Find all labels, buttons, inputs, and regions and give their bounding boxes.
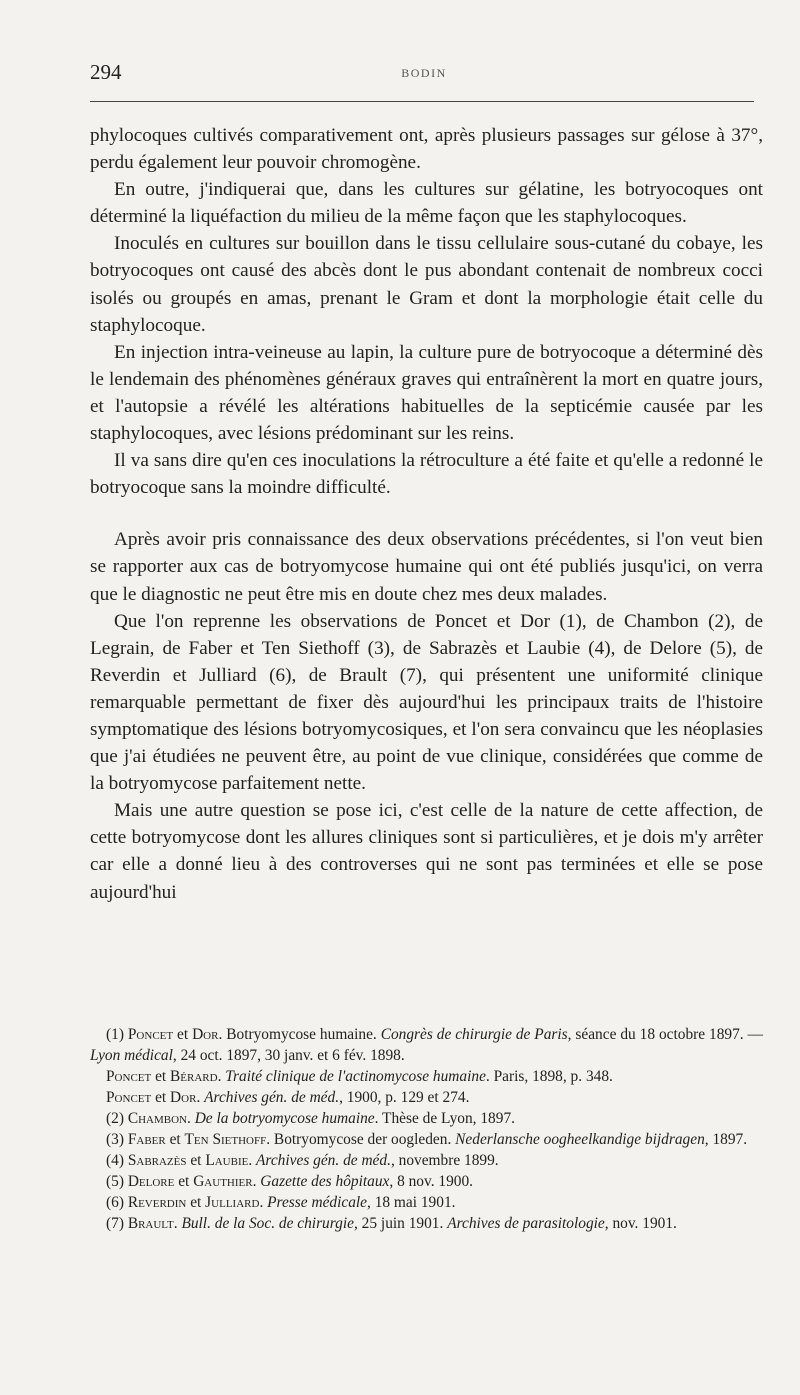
footnote: (3) Faber et Ten Siethoff. Botryomycose der oogleden. Nederlansche oogheelkandige bijdragen, 1897. xyxy=(106,1131,748,1148)
footnote: (5) Delore et Gauthier. Gazette des hôpitaux, 8 nov. 1900. xyxy=(106,1173,474,1190)
footnote: (1) Poncet et Dor. Botryomycose humaine. Congrès de chirurgie de Paris, séance du 18 octobre 1897. — Lyon médical, 24 oct. 1897, 30 janv. et 6 fév. 1898. xyxy=(90,1026,763,1064)
paragraph: En outre, j'indiquerai que, dans les cultures sur gélatine, les botryocoques ont déterminé la liquéfaction du milieu de la même façon que les staphylocoques. xyxy=(90,179,763,228)
paragraph: Que l'on reprenne les observations de Poncet et Dor (1), de Chambon (2), de Legrain, de Faber et Ten Siethoff (3), de Sabrazès et Laubie (4), de Delore (5), de Reverdin et Julliard (6), de Brault (7), qui présentent une uniformité clinique remarquable permettant de fixer dès aujourd'hui les principaux traits de l'histoire symptomatique des lésions botryomycosiques, et l'on sera convaincu que les néoplasies que j'ai étudiées ne peuvent être, au point de vue clinique, considérées que comme de la botryomycose parfaitement nette. xyxy=(90,610,763,795)
page-header xyxy=(90,60,758,90)
footnote: (7) Brault. Bull. de la Soc. de chirurgie, 25 juin 1901. Archives de parasitologie, nov. 1901. xyxy=(106,1215,677,1232)
header-rule xyxy=(90,101,754,102)
footnote: Poncet et Dor. Archives gén. de méd., 1900, p. 129 et 274. xyxy=(106,1089,470,1106)
footnote: (6) Reverdin et Julliard. Presse médicale, 18 mai 1901. xyxy=(106,1194,456,1211)
footnotes xyxy=(90,1024,763,1234)
paragraph: En injection intra-veineuse au lapin, la culture pure de botryocoque a déterminé dès le lendemain des phénomènes généraux graves qui entraînèrent la mort en quatre jours, et l'autopsie a révélé les altérations habituelles de la septicémie causée par les staphylocoques, avec lésions prédominant sur les reins. xyxy=(90,341,763,445)
footnote: Poncet et Bérard. Traité clinique de l'actinomycose humaine. Paris, 1898, p. 348. xyxy=(106,1068,613,1085)
footnote: (4) Sabrazès et Laubie. Archives gén. de méd., novembre 1899. xyxy=(106,1152,499,1169)
paragraph: Mais une autre question se pose ici, c'est celle de la nature de cette affection, de cette botryomycose dont les allures cliniques sont si particulières, et je dois m'y arrêter car elle a donné lieu à des controverses qui ne sont pas terminées et elle se pose aujourd'hui xyxy=(90,800,763,903)
paragraph: phylocoques cultivés comparativement ont, après plusieurs passages sur gélose à 37°, perdu également leur pouvoir chromogène. xyxy=(90,125,763,174)
page-number: 294 xyxy=(90,60,122,84)
section-gap xyxy=(90,501,763,526)
paragraph: Inoculés en cultures sur bouillon dans le tissu cellulaire sous-cutané du cobaye, les botryocoques ont causé des abcès dont le pus abondant contenait de nombreux cocci isolés ou groupés en amas, prenant le Gram et dont la morphologie était celle du staphylocoque. xyxy=(90,233,763,336)
running-head: BODIN xyxy=(401,66,447,80)
main-text xyxy=(90,122,763,906)
paragraph: Il va sans dire qu'en ces inoculations la rétroculture a été faite et qu'elle a redonné le botryocoque sans la moindre difficulté. xyxy=(90,450,763,499)
footnote: (2) Chambon. De la botryomycose humaine. Thèse de Lyon, 1897. xyxy=(106,1110,515,1127)
paragraph: Après avoir pris connaissance des deux observations précédentes, si l'on veut bien se rapporter aux cas de botryomycose humaine qui ont été publiés jusqu'ici, on verra que le diagnostic ne peut être mis en doute chez mes deux malades. xyxy=(90,529,763,605)
